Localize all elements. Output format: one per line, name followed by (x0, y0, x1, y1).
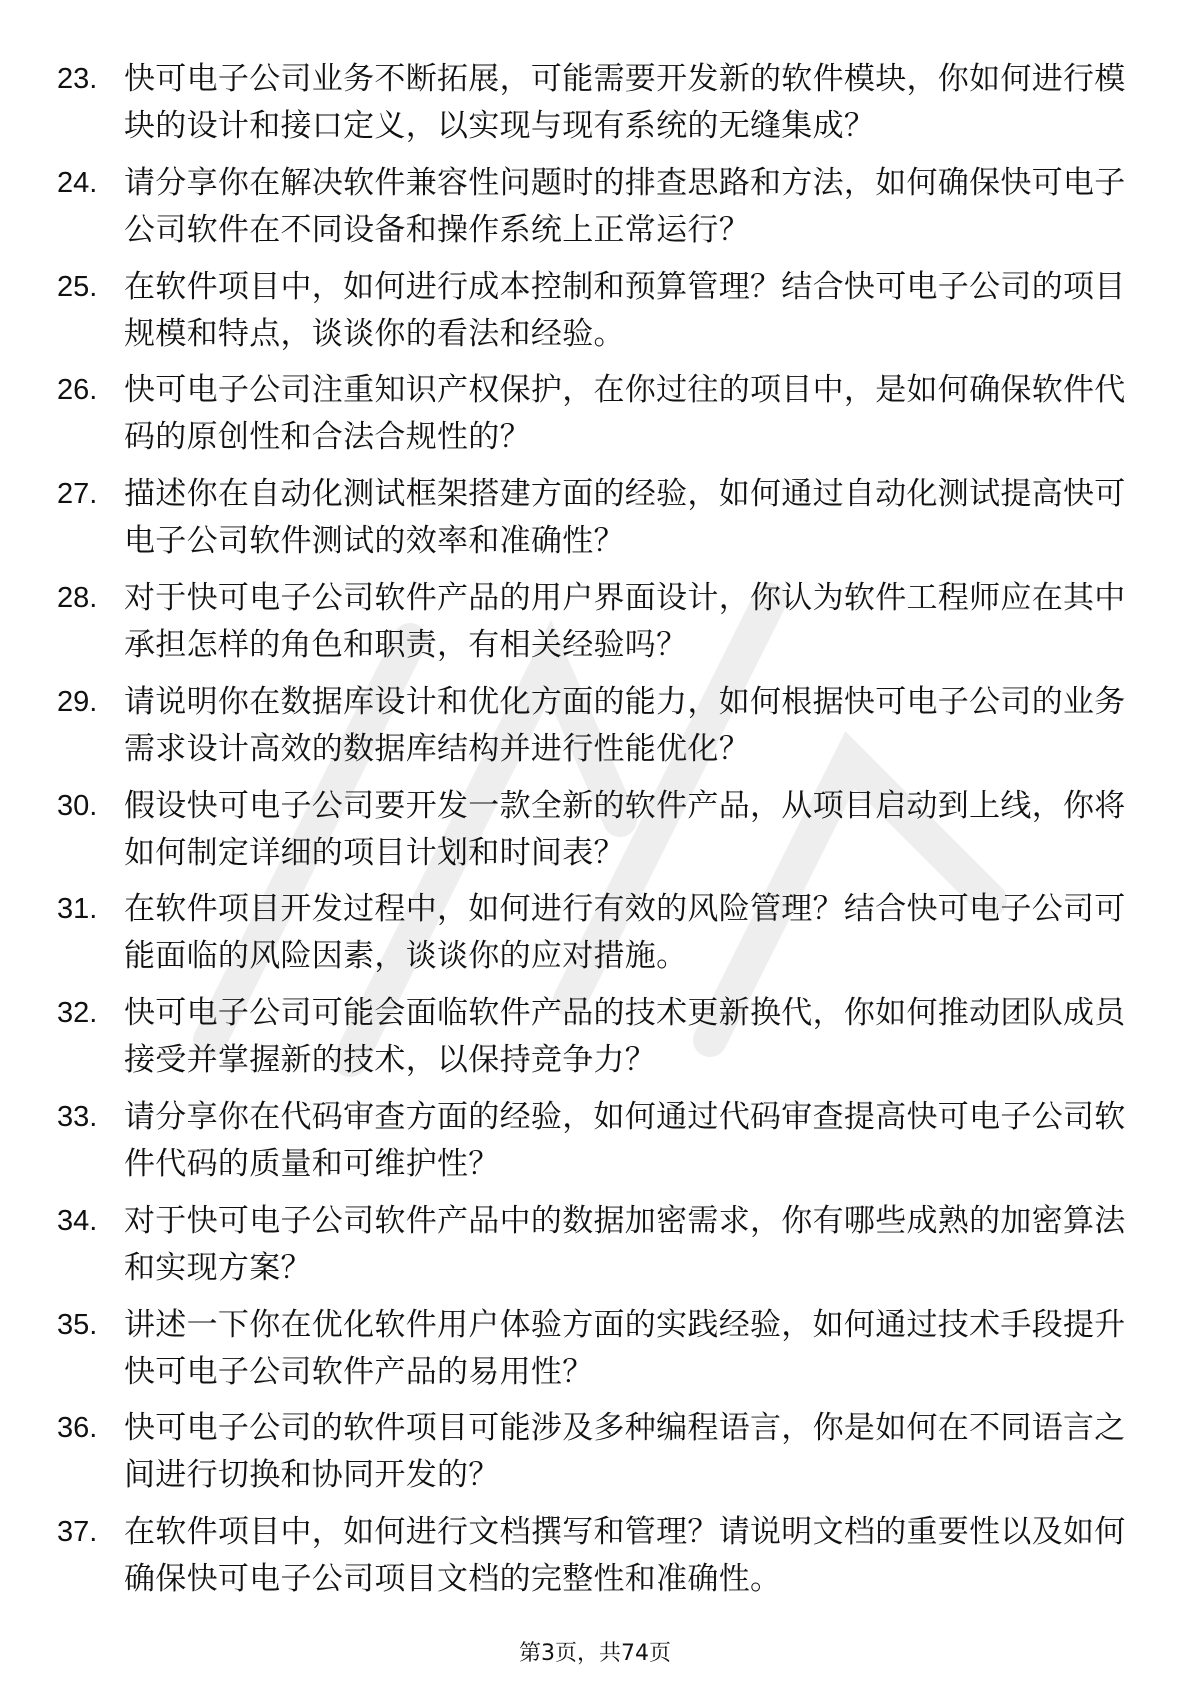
question-text: 对于快可电子公司软件产品中的数据加密需求，你有哪些成熟的加密算法和实现方案？ (124, 1202, 1126, 1286)
question-text: 请分享你在代码审查方面的经验，如何通过代码审查提高快可电子公司软件代码的质量和可维护性？ (124, 1098, 1126, 1182)
question-item (57, 1192, 1137, 1296)
question-item (57, 361, 1137, 465)
question-text: 对于快可电子公司软件产品的用户界面设计，你认为软件工程师应在其中承担怎样的角色和职责，有相关经验吗？ (124, 579, 1126, 663)
question-item (57, 673, 1137, 777)
question-number: 36. (57, 1412, 98, 1445)
question-text: 快可电子公司可能会面临软件产品的技术更新换代，你如何推动团队成员接受并掌握新的技术，以保持竞争力？ (124, 995, 1126, 1079)
question-text: 讲述一下你在优化软件用户体验方面的实践经验，如何通过技术手段提升快可电子公司软件产品的易用性？ (124, 1306, 1126, 1390)
question-item (57, 154, 1137, 258)
question-item (57, 777, 1137, 881)
question-number: 30. (57, 789, 98, 822)
question-number: 32. (57, 997, 98, 1030)
question-number: 24. (57, 166, 98, 199)
question-text: 请说明你在数据库设计和优化方面的能力，如何根据快可电子公司的业务需求设计高效的数据库结构并进行性能优化？ (124, 683, 1126, 767)
question-item (57, 1296, 1137, 1400)
question-number: 27. (57, 478, 98, 511)
question-number: 25. (57, 270, 98, 303)
page-footer: 第3页，共74页 (519, 1641, 671, 1666)
question-text: 快可电子公司注重知识产权保护，在你过往的项目中，是如何确保软件代码的原创性和合法合规性的？ (124, 372, 1126, 456)
question-text: 在软件项目开发过程中，如何进行有效的风险管理？结合快可电子公司可能面临的风险因素，谈谈你的应对措施。 (124, 891, 1126, 975)
question-text: 描述你在自动化测试框架搭建方面的经验，如何通过自动化测试提高快可电子公司软件测试的效率和准确性？ (124, 476, 1126, 560)
question-number: 34. (57, 1204, 98, 1237)
question-number: 35. (57, 1308, 98, 1341)
question-text: 快可电子公司业务不断拓展，可能需要开发新的软件模块，你如何进行模块的设计和接口定义，以实现与现有系统的无缝集成？ (124, 61, 1126, 144)
question-item (57, 984, 1137, 1088)
question-item (57, 465, 1137, 569)
question-item (57, 1503, 1137, 1607)
question-text: 在软件项目中，如何进行成本控制和预算管理？结合快可电子公司的项目规模和特点，谈谈你的看法和经验。 (124, 268, 1126, 352)
question-number: 37. (57, 1516, 98, 1549)
question-text: 假设快可电子公司要开发一款全新的软件产品，从项目启动到上线，你将如何制定详细的项目计划和时间表？ (124, 787, 1126, 871)
question-number: 26. (57, 374, 98, 407)
question-number: 28. (57, 581, 98, 614)
question-item (57, 880, 1137, 984)
question-item (57, 569, 1137, 673)
question-item (57, 50, 1137, 154)
question-text: 请分享你在解决软件兼容性问题时的排查思路和方法，如何确保快可电子公司软件在不同设备和操作系统上正常运行？ (124, 164, 1126, 248)
question-item (57, 1399, 1137, 1503)
question-list (57, 50, 1137, 1607)
question-item (57, 258, 1137, 362)
question-number: 31. (57, 893, 98, 926)
question-item (57, 1088, 1137, 1192)
question-number: 23. (57, 63, 98, 95)
question-number: 29. (57, 685, 98, 718)
question-text: 快可电子公司的软件项目可能涉及多种编程语言，你是如何在不同语言之间进行切换和协同开发的？ (124, 1410, 1126, 1494)
question-text: 在软件项目中，如何进行文档撰写和管理？请说明文档的重要性以及如何确保快可电子公司项目文档的完整性和准确性。 (124, 1514, 1126, 1598)
question-number: 33. (57, 1100, 98, 1133)
